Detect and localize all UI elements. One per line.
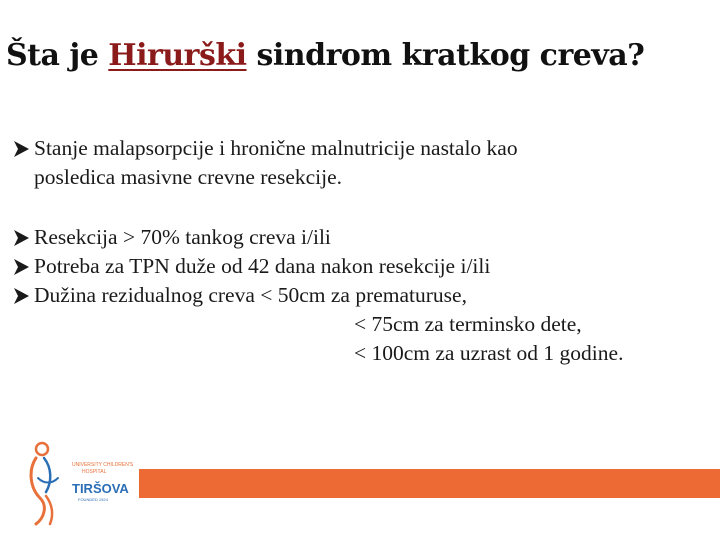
bullet-item bbox=[14, 134, 714, 192]
bullet-list bbox=[14, 134, 714, 368]
slide-title bbox=[6, 38, 644, 73]
logo-sub: FOUNDED 1924 bbox=[78, 497, 108, 502]
bullet-text: Dužina rezidualnog creva < 50cm za prematuruse, bbox=[34, 283, 467, 307]
title-highlight: Hirurški bbox=[108, 38, 247, 73]
bullet-item bbox=[14, 252, 714, 281]
logo-line2: HOSPITAL bbox=[82, 469, 107, 475]
title-post: sindrom kratkog creva? bbox=[246, 38, 645, 73]
bullet-item bbox=[14, 281, 714, 368]
logo-name: TIRŠOVA bbox=[72, 481, 129, 496]
bullet-text: Stanje malapsorpcije i hronične malnutricije nastalo kao bbox=[34, 136, 518, 160]
bullet-text-continued: posledica masivne crevne resekcije. bbox=[34, 165, 343, 189]
child-figure-logo-icon bbox=[31, 443, 58, 524]
hospital-logo bbox=[22, 438, 142, 528]
arrow-bullet-icon bbox=[14, 259, 29, 275]
arrow-bullet-icon bbox=[14, 141, 29, 157]
bullet-text: Potreba za TPN duže od 42 dana nakon resekcije i/ili bbox=[34, 254, 491, 278]
bullet-text: Resekcija > 70% tankog creva i/ili bbox=[34, 225, 331, 249]
bullet-continuation: < 100cm za uzrast od 1 godine. bbox=[354, 341, 624, 365]
logo-line1: UNIVERSITY CHILDREN'S bbox=[72, 462, 134, 468]
accent-band bbox=[139, 469, 720, 498]
bullet-item bbox=[14, 223, 714, 252]
arrow-bullet-icon bbox=[14, 230, 29, 246]
bullet-continuation: < 75cm za terminsko dete, bbox=[354, 312, 582, 336]
arrow-bullet-icon bbox=[14, 288, 29, 304]
title-pre: Šta je bbox=[6, 38, 109, 73]
